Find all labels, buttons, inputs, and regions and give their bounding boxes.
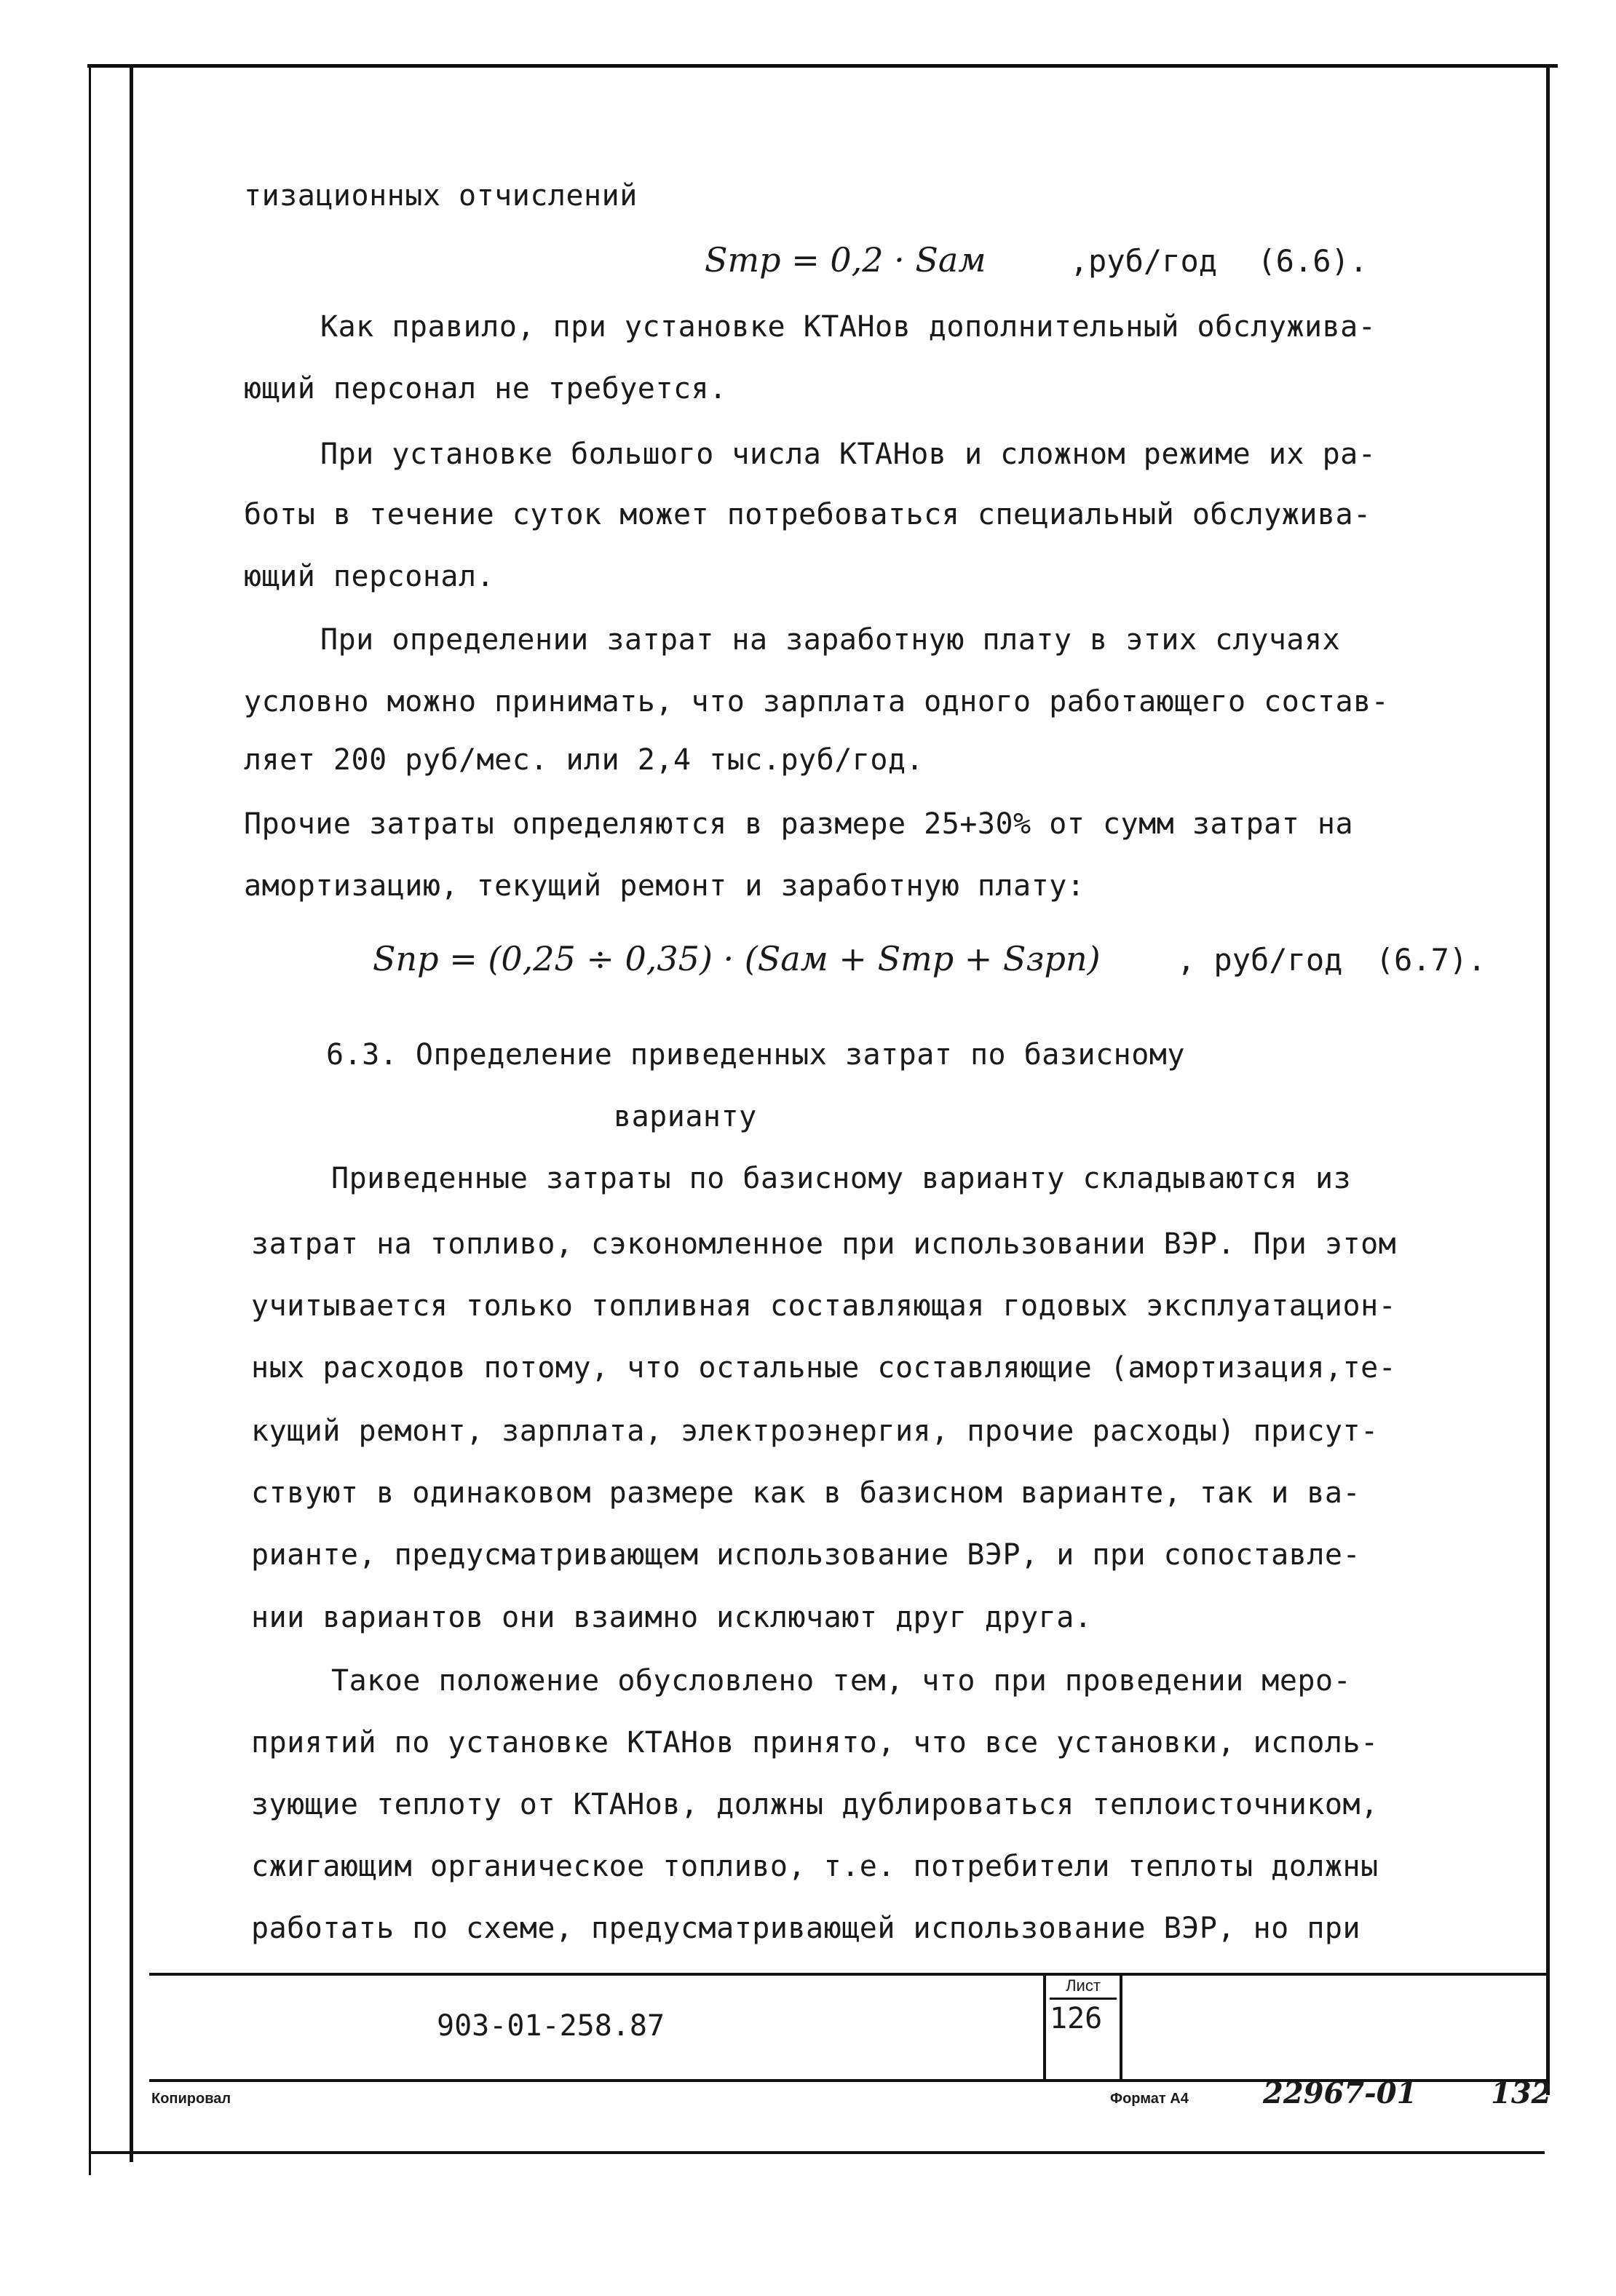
formula-unit: ,руб/год (1069, 243, 1218, 279)
formula-unit: , руб/год (1176, 942, 1343, 978)
formula-expression: Sпр = (0,25 ÷ 0,35) · (Sам + Sтр + Sзрп) (373, 939, 1101, 978)
sheet-label: Лист (1050, 1974, 1117, 2000)
text-line: учитывается только топливная составляющая годовых эксплуатацион- (251, 1289, 1397, 1323)
text-line: амортизацию, текущий ремонт и заработную плату: (244, 869, 1085, 903)
title-block-divider (1043, 1973, 1046, 2079)
text-line: зующие теплоту от КТАНов, должны дублироваться теплоисточником, (251, 1788, 1379, 1821)
text-line: ных расходов потому, что остальные составляющие (амортизация,те- (251, 1351, 1397, 1385)
text-line: ющий персонал не требуется. (244, 372, 727, 405)
formula-6-7 (373, 939, 1486, 978)
page-stamp-number: 132 (1491, 2076, 1552, 2110)
text-line: нии вариантов они взаимно исключают друг друга. (251, 1601, 1093, 1634)
text-line: ющий персонал. (244, 560, 495, 593)
text-line: ствуют в одинаковом размере как в базисном варианте, так и ва- (251, 1476, 1361, 1510)
outer-frame-left (89, 64, 91, 2175)
text-line: кущий ремонт, зарплата, электроэнергия, прочие расходы) присут- (251, 1414, 1379, 1448)
section-heading: 6.3. Определение приведенных затрат по базисному (326, 1038, 1185, 1072)
text-line: сжигающим органическое топливо, т.е. потребители теплоты должны (251, 1850, 1379, 1883)
text-line: боты в течение суток может потребоваться специальный обслужива- (244, 498, 1371, 531)
sheet-number: 126 (1050, 2002, 1103, 2035)
document-code: 903-01-258.87 (437, 2009, 665, 2043)
text-line: рианте, предусматривающем использование ВЭР, и при сопоставле- (251, 1538, 1361, 1572)
archive-stamp-number: 22967-01 (1263, 2076, 1417, 2110)
text-line: При установке большого числа КТАНов и сложном режиме их ра- (320, 438, 1377, 471)
text-line: Приведенные затраты по базисному варианту складываются из (331, 1162, 1352, 1195)
text-line: работать по схеме, предусматривающей использование ВЭР, но при (251, 1912, 1361, 1945)
text-line: условно можно принимать, что зарплата одного работающего состав- (244, 685, 1390, 719)
text-line: приятий по установке КТАНов принято, что все установки, исполь- (251, 1726, 1379, 1759)
text-line: затрат на топливо, сэкономленное при использовании ВЭР. При этом (251, 1227, 1397, 1261)
frame-right (1546, 64, 1550, 2095)
text-line: Такое положение обусловлено тем, что при проведении меро- (331, 1664, 1352, 1698)
frame-left (130, 66, 133, 2162)
footer-format: Формат А4 (1110, 2091, 1189, 2107)
frame-bottom (89, 2151, 1545, 2154)
text-line: При определении затрат на заработную плату в этих случаях (320, 623, 1341, 657)
text-line: тизационных отчислений (244, 179, 638, 213)
formula-number: (6.7). (1375, 942, 1486, 978)
formula-number: (6.6). (1257, 243, 1369, 279)
formula-6-6 (705, 240, 1368, 280)
title-block-divider (1120, 1973, 1122, 2079)
formula-expression: Sтр = 0,2 · Sам (705, 240, 986, 280)
footer-copied: Копировал (151, 2091, 231, 2107)
title-block (149, 1973, 1548, 2082)
section-heading-cont: варианту (614, 1100, 757, 1133)
text-line: Как правило, при установке КТАНов дополнительный обслужива- (320, 310, 1377, 344)
text-line: Прочие затраты определяются в размере 25+30% от сумм затрат на (244, 807, 1354, 841)
frame-top (87, 64, 1558, 68)
text-line: ляет 200 руб/мес. или 2,4 тыс.руб/год. (244, 743, 924, 777)
